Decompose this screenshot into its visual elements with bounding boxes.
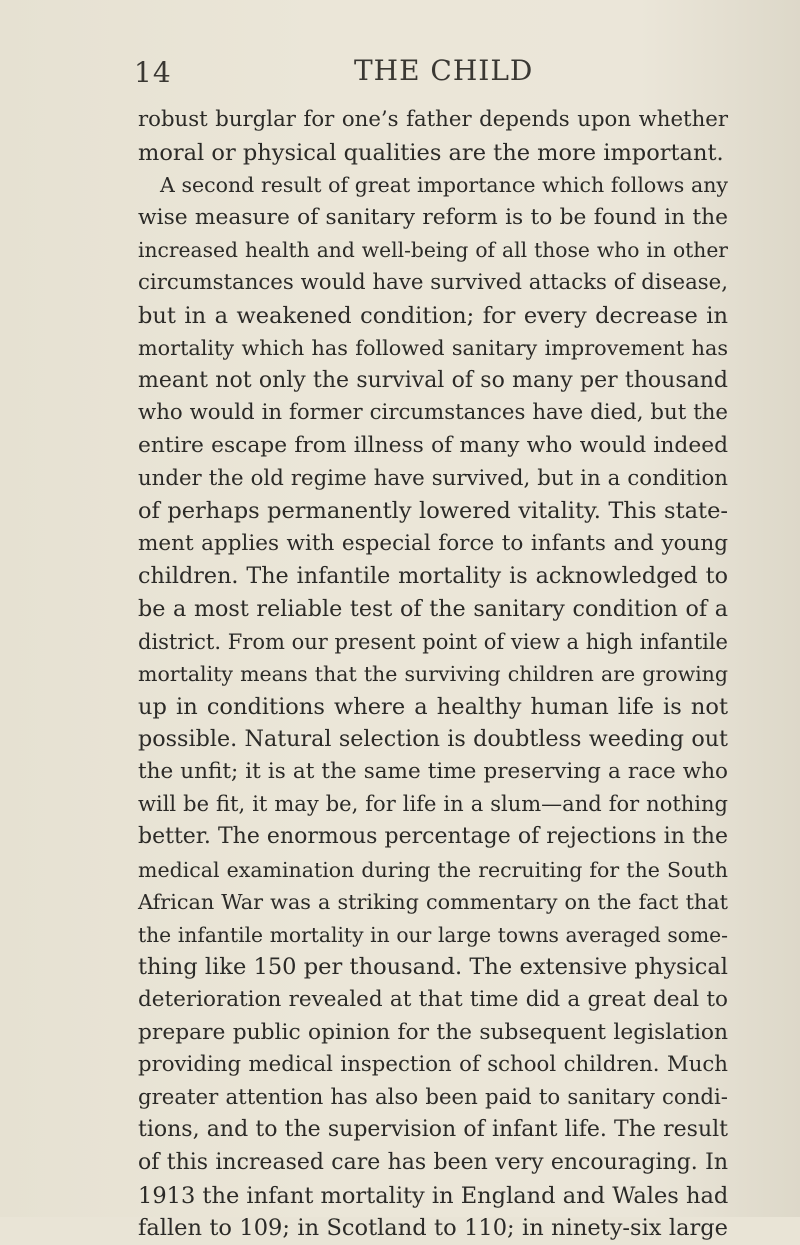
text-line: up in conditions where a healthy human life is not xyxy=(138,693,728,720)
page-number: 14 xyxy=(134,56,172,89)
text-line: providing medical inspection of school children. Much xyxy=(138,1052,728,1078)
text-line: prepare public opinion for the subsequent legislation xyxy=(138,1019,728,1045)
text-line: tions, and to the supervision of infant life. The result xyxy=(138,1117,728,1143)
body-text xyxy=(138,104,728,1245)
running-title: THE CHILD xyxy=(354,54,534,87)
text-line: African War was a striking commentary on the fact that xyxy=(138,890,728,915)
text-line: who would in former circumstances have died, but the xyxy=(138,400,728,426)
text-line: entire escape from illness of many who would indeed xyxy=(138,432,728,458)
text-line: 1913 the infant mortality in England and Wales had xyxy=(138,1182,729,1209)
text-line: district. From our present point of view a high infantile xyxy=(138,629,728,654)
text-line: moral or physical qualities are the more important. xyxy=(138,139,724,166)
text-line: will be fit, it may be, for life in a slum—and for nothing xyxy=(138,792,728,817)
text-line: circumstances would have survived attacks of disease, xyxy=(138,269,728,295)
text-line: robust burglar for one’s father depends upon whether xyxy=(138,107,728,132)
text-line: possible. Natural selection is doubtless weeding out xyxy=(138,726,728,753)
text-line: A second result of great importance which follows any xyxy=(160,173,728,198)
text-line: increased health and well-being of all those who in other xyxy=(138,238,728,263)
text-line: children. The infantile mortality is acknowledged to xyxy=(138,563,728,590)
text-line: wise measure of sanitary reform is to be found in the xyxy=(138,204,728,230)
text-line: better. The enormous percentage of rejections in the xyxy=(138,824,728,850)
text-line: be a most reliable test of the sanitary condition of a xyxy=(138,595,728,622)
text-line: of this increased care has been very encouraging. In xyxy=(138,1150,728,1175)
text-line: but in a weakened condition; for every decrease in xyxy=(138,302,728,329)
text-line: the infantile mortality in our large towns averaged some- xyxy=(138,922,728,947)
text-line: under the old regime have survived, but in a condition xyxy=(138,465,728,491)
text-line: ment applies with especial force to infants and young xyxy=(138,530,728,556)
text-line: fallen to 109; in Scotland to 110; in ninety-six large xyxy=(138,1215,728,1242)
text-line: medical examination during the recruiting for the South xyxy=(138,857,728,882)
text-line: mortality which has followed sanitary improvement has xyxy=(138,336,728,361)
text-line: deterioration revealed at that time did a great deal to xyxy=(138,987,728,1013)
text-line: of perhaps permanently lowered vitality. This state- xyxy=(138,498,728,525)
text-line: meant not only the survival of so many per thousand xyxy=(138,367,728,393)
text-line: the unfit; it is at the same time preserving a race who xyxy=(138,758,728,784)
text-line: thing like 150 per thousand. The extensive physical xyxy=(138,954,728,981)
text-line: mortality means that the surviving children are growing xyxy=(138,662,728,687)
text-line: greater attention has also been paid to sanitary condi- xyxy=(138,1084,728,1110)
